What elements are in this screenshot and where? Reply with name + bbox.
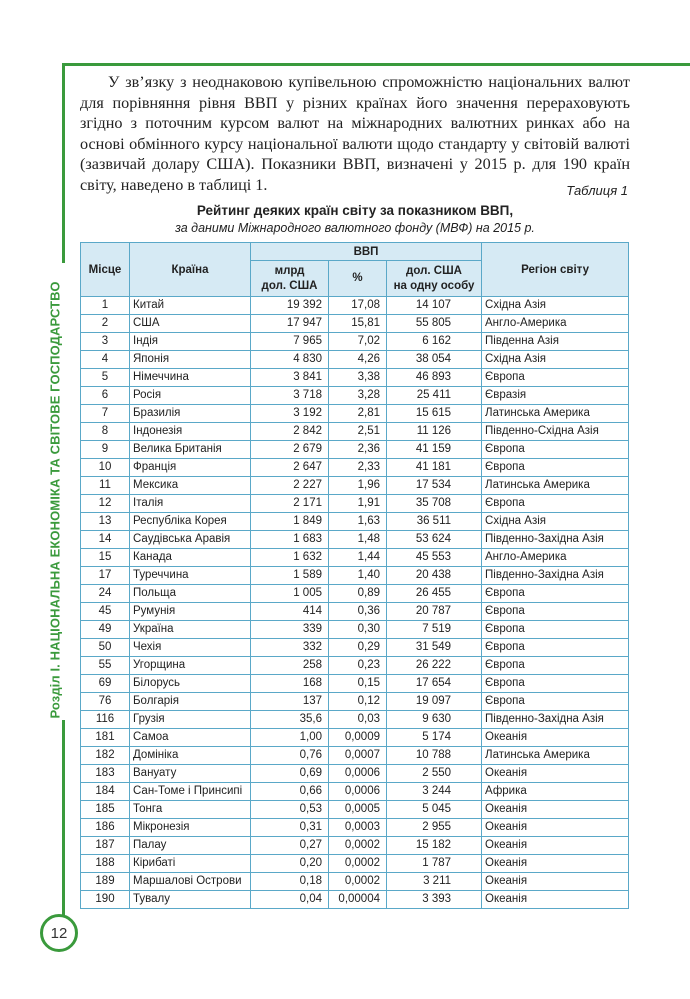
cell-country: Тонга [130,801,251,819]
cell-rank: 10 [81,459,130,477]
cell-gdp-percent: 1,91 [329,495,387,513]
cell-region: Океанія [482,837,629,855]
cell-gdp-per-capita: 7 519 [387,621,482,639]
cell-gdp-per-capita: 26 455 [387,585,482,603]
cell-region: Латинська Америка [482,747,629,765]
cell-gdp-percent: 1,40 [329,567,387,585]
cell-region: Європа [482,639,629,657]
cell-country: Маршалові Острови [130,873,251,891]
cell-gdp-per-capita: 20 787 [387,603,482,621]
cell-gdp-per-capita: 3 211 [387,873,482,891]
table-row [81,639,629,657]
cell-gdp-billion: 3 718 [251,387,329,405]
cell-gdp-percent: 0,23 [329,657,387,675]
cell-rank: 186 [81,819,130,837]
cell-rank: 184 [81,783,130,801]
cell-region: Океанія [482,855,629,873]
cell-gdp-percent: 0,0002 [329,873,387,891]
cell-country: Канада [130,549,251,567]
cell-gdp-billion: 0,66 [251,783,329,801]
cell-gdp-percent: 0,0006 [329,783,387,801]
cell-region: Латинська Америка [482,405,629,423]
table-row [81,801,629,819]
cell-gdp-per-capita: 41 159 [387,441,482,459]
cell-region: Африка [482,783,629,801]
cell-country: Польща [130,585,251,603]
cell-gdp-billion: 258 [251,657,329,675]
cell-gdp-billion: 1 005 [251,585,329,603]
cell-gdp-percent: 0,0003 [329,819,387,837]
cell-region: Європа [482,603,629,621]
table-row [81,675,629,693]
cell-gdp-billion: 0,31 [251,819,329,837]
cell-rank: 189 [81,873,130,891]
cell-gdp-per-capita: 17 654 [387,675,482,693]
header-gdp-billion-line1: млрд [274,264,305,277]
cell-gdp-per-capita: 17 534 [387,477,482,495]
cell-rank: 50 [81,639,130,657]
cell-rank: 188 [81,855,130,873]
cell-rank: 5 [81,369,130,387]
cell-gdp-per-capita: 20 438 [387,567,482,585]
cell-gdp-per-capita: 26 222 [387,657,482,675]
cell-gdp-per-capita: 35 708 [387,495,482,513]
cell-rank: 7 [81,405,130,423]
table-row [81,441,629,459]
cell-region: Південно-Західна Азія [482,711,629,729]
cell-gdp-billion: 4 830 [251,351,329,369]
cell-gdp-per-capita: 11 126 [387,423,482,441]
cell-gdp-percent: 2,81 [329,405,387,423]
cell-rank: 69 [81,675,130,693]
cell-country: Болгарія [130,693,251,711]
cell-gdp-per-capita: 53 624 [387,531,482,549]
cell-rank: 187 [81,837,130,855]
cell-country: Мікронезія [130,819,251,837]
table-row [81,621,629,639]
cell-rank: 17 [81,567,130,585]
cell-gdp-percent: 3,38 [329,369,387,387]
cell-rank: 13 [81,513,130,531]
table-row [81,315,629,333]
cell-rank: 24 [81,585,130,603]
cell-gdp-percent: 4,26 [329,351,387,369]
cell-country: Грузія [130,711,251,729]
cell-gdp-per-capita: 41 181 [387,459,482,477]
cell-rank: 12 [81,495,130,513]
cell-rank: 3 [81,333,130,351]
cell-gdp-percent: 3,28 [329,387,387,405]
cell-gdp-percent: 0,0007 [329,747,387,765]
header-country: Країна [130,243,251,297]
cell-gdp-per-capita: 15 182 [387,837,482,855]
cell-gdp-billion: 0,27 [251,837,329,855]
cell-gdp-percent: 0,0002 [329,837,387,855]
cell-gdp-billion: 3 841 [251,369,329,387]
cell-gdp-percent: 0,89 [329,585,387,603]
cell-country: Мексика [130,477,251,495]
table-row [81,819,629,837]
cell-region: Європа [482,441,629,459]
table-row [81,369,629,387]
cell-rank: 8 [81,423,130,441]
cell-gdp-billion: 332 [251,639,329,657]
cell-gdp-percent: 15,81 [329,315,387,333]
cell-gdp-billion: 2 679 [251,441,329,459]
cell-gdp-billion: 137 [251,693,329,711]
header-rank: Місце [81,243,130,297]
cell-gdp-billion: 0,20 [251,855,329,873]
cell-rank: 9 [81,441,130,459]
cell-gdp-billion: 339 [251,621,329,639]
cell-gdp-billion: 1 632 [251,549,329,567]
gdp-ranking-table [80,242,629,909]
cell-gdp-billion: 2 842 [251,423,329,441]
table-row [81,729,629,747]
cell-country: Домініка [130,747,251,765]
cell-gdp-percent: 0,30 [329,621,387,639]
cell-rank: 1 [81,297,130,315]
cell-gdp-per-capita: 14 107 [387,297,482,315]
cell-country: США [130,315,251,333]
table-row [81,657,629,675]
cell-region: Європа [482,693,629,711]
table-row [81,783,629,801]
cell-country: Республіка Корея [130,513,251,531]
cell-rank: 14 [81,531,130,549]
cell-gdp-percent: 0,0006 [329,765,387,783]
cell-gdp-per-capita: 6 162 [387,333,482,351]
table-row [81,459,629,477]
cell-gdp-billion: 1 589 [251,567,329,585]
cell-gdp-percent: 0,0002 [329,855,387,873]
cell-gdp-percent: 0,36 [329,603,387,621]
header-gdp-per-capita [387,261,482,297]
table-row [81,567,629,585]
page-frame-left-line-lower [62,720,65,925]
cell-rank: 4 [81,351,130,369]
cell-rank: 2 [81,315,130,333]
cell-rank: 116 [81,711,130,729]
cell-country: Україна [130,621,251,639]
header-gdp-per-capita-line2: на одну особу [393,279,475,292]
cell-gdp-per-capita: 45 553 [387,549,482,567]
cell-gdp-billion: 3 192 [251,405,329,423]
table-title: Рейтинг деяких країн світу за показником ВВП, [196,203,514,218]
header-gdp-per-capita-line1: дол. США [406,264,462,277]
cell-gdp-percent: 1,63 [329,513,387,531]
cell-gdp-per-capita: 31 549 [387,639,482,657]
header-gdp-billion-line2: дол. США [261,279,318,292]
cell-gdp-per-capita: 55 805 [387,315,482,333]
cell-region: Англо-Америка [482,549,629,567]
table-row [81,693,629,711]
header-gdp-percent: % [329,261,387,297]
cell-rank: 183 [81,765,130,783]
cell-gdp-billion: 2 171 [251,495,329,513]
page-number: 12 [40,914,78,952]
cell-country: Японія [130,351,251,369]
page-frame-left-line [62,63,65,263]
cell-country: Індія [130,333,251,351]
cell-gdp-percent: 0,03 [329,711,387,729]
table-row [81,873,629,891]
cell-country: Китай [130,297,251,315]
table-row [81,603,629,621]
table-row [81,387,629,405]
table-row [81,837,629,855]
table-row [81,405,629,423]
cell-gdp-billion: 0,69 [251,765,329,783]
cell-region: Східна Азія [482,513,629,531]
cell-gdp-billion: 168 [251,675,329,693]
cell-country: Сан-Томе і Принсипі [130,783,251,801]
cell-region: Південна Азія [482,333,629,351]
cell-region: Південно-Західна Азія [482,567,629,585]
cell-gdp-per-capita: 3 244 [387,783,482,801]
cell-gdp-billion: 35,6 [251,711,329,729]
cell-gdp-percent: 17,08 [329,297,387,315]
cell-gdp-per-capita: 46 893 [387,369,482,387]
table-row [81,585,629,603]
cell-region: Океанія [482,873,629,891]
header-region: Регіон світу [482,243,629,297]
cell-gdp-billion: 0,76 [251,747,329,765]
cell-region: Англо-Америка [482,315,629,333]
cell-country: Бразилія [130,405,251,423]
cell-country: Велика Британія [130,441,251,459]
cell-gdp-percent: 2,51 [329,423,387,441]
table-row [81,747,629,765]
cell-rank: 45 [81,603,130,621]
cell-region: Океанія [482,765,629,783]
cell-country: Самоа [130,729,251,747]
cell-region: Європа [482,585,629,603]
cell-gdp-percent: 2,36 [329,441,387,459]
cell-gdp-billion: 2 227 [251,477,329,495]
cell-country: Саудівська Аравія [130,531,251,549]
cell-country: Франція [130,459,251,477]
table-row [81,423,629,441]
table-row [81,495,629,513]
cell-region: Європа [482,369,629,387]
table-row [81,333,629,351]
cell-gdp-per-capita: 5 174 [387,729,482,747]
cell-gdp-billion: 7 965 [251,333,329,351]
cell-gdp-billion: 0,18 [251,873,329,891]
cell-gdp-per-capita: 2 955 [387,819,482,837]
header-gdp-group: ВВП [251,243,482,261]
cell-rank: 11 [81,477,130,495]
cell-gdp-percent: 0,29 [329,639,387,657]
cell-country: Білорусь [130,675,251,693]
table-row [81,891,629,909]
cell-region: Південно-Західна Азія [482,531,629,549]
cell-gdp-percent: 0,0005 [329,801,387,819]
cell-country: Вануату [130,765,251,783]
cell-gdp-percent: 0,00004 [329,891,387,909]
cell-region: Європа [482,495,629,513]
cell-region: Океанія [482,891,629,909]
table-row [81,297,629,315]
cell-gdp-billion: 0,53 [251,801,329,819]
cell-gdp-per-capita: 9 630 [387,711,482,729]
table-row [81,513,629,531]
cell-gdp-per-capita: 10 788 [387,747,482,765]
cell-gdp-percent: 0,12 [329,693,387,711]
cell-country: Чехія [130,639,251,657]
cell-region: Європа [482,459,629,477]
cell-gdp-percent: 2,33 [329,459,387,477]
cell-rank: 190 [81,891,130,909]
cell-region: Європа [482,657,629,675]
cell-gdp-per-capita: 1 787 [387,855,482,873]
cell-gdp-per-capita: 15 615 [387,405,482,423]
cell-gdp-percent: 1,44 [329,549,387,567]
table-row [81,765,629,783]
cell-gdp-per-capita: 36 511 [387,513,482,531]
cell-region: Євразія [482,387,629,405]
cell-rank: 6 [81,387,130,405]
cell-rank: 181 [81,729,130,747]
cell-region: Океанія [482,801,629,819]
cell-gdp-per-capita: 38 054 [387,351,482,369]
cell-rank: 55 [81,657,130,675]
cell-gdp-per-capita: 25 411 [387,387,482,405]
cell-gdp-billion: 1 683 [251,531,329,549]
cell-gdp-billion: 414 [251,603,329,621]
cell-country: Кірибаті [130,855,251,873]
cell-country: Палау [130,837,251,855]
cell-region: Східна Азія [482,297,629,315]
cell-gdp-billion: 19 392 [251,297,329,315]
cell-country: Росія [130,387,251,405]
cell-region: Європа [482,675,629,693]
table-row [81,549,629,567]
cell-rank: 185 [81,801,130,819]
cell-gdp-billion: 1 849 [251,513,329,531]
table-row [81,477,629,495]
cell-gdp-per-capita: 2 550 [387,765,482,783]
cell-region: Океанія [482,729,629,747]
section-label: Розділ І. НАЦІОНАЛЬНА ЕКОНОМІКА ТА СВІТОВЕ ГОСПОДАРСТВО [47,281,63,719]
cell-region: Східна Азія [482,351,629,369]
cell-rank: 182 [81,747,130,765]
cell-gdp-percent: 0,15 [329,675,387,693]
cell-gdp-percent: 1,96 [329,477,387,495]
table-row [81,531,629,549]
cell-gdp-per-capita: 3 393 [387,891,482,909]
cell-region: Європа [482,621,629,639]
table-row [81,711,629,729]
cell-rank: 76 [81,693,130,711]
cell-gdp-per-capita: 19 097 [387,693,482,711]
cell-gdp-billion: 0,04 [251,891,329,909]
cell-country: Туреччина [130,567,251,585]
table-row [81,351,629,369]
cell-gdp-per-capita: 5 045 [387,801,482,819]
cell-country: Тувалу [130,891,251,909]
cell-region: Латинська Америка [482,477,629,495]
cell-region: Південно-Східна Азія [482,423,629,441]
cell-country: Угорщина [130,657,251,675]
cell-gdp-percent: 1,48 [329,531,387,549]
page-frame-top-line [62,63,690,66]
cell-gdp-billion: 2 647 [251,459,329,477]
cell-region: Океанія [482,819,629,837]
cell-gdp-percent: 7,02 [329,333,387,351]
table-body [81,297,629,909]
table-row [81,855,629,873]
table-subtitle: за даними Міжнародного валютного фонду (МВФ) на 2015 р. [175,221,535,235]
intro-paragraph: У зв’язку з неоднаковою купівельною спроможністю національних валют для порівняння рівня ВВП у різних країнах його значення перераховують згідно з поточним курсом валют на міжнародних валютних ринках або на основі обмінного курсу національної валюти щодо стандарту у світовій валюті (зазвичай долару США). Показники ВВП, визначені у 2015 р. для 190 країн світу, наведено в таблиці 1. [80,73,630,194]
cell-rank: 15 [81,549,130,567]
cell-country: Румунія [130,603,251,621]
cell-gdp-billion: 17 947 [251,315,329,333]
table-reference: Таблиця 1 [566,183,628,198]
cell-country: Німеччина [130,369,251,387]
header-gdp-billion [251,261,329,297]
cell-rank: 49 [81,621,130,639]
cell-country: Італія [130,495,251,513]
cell-gdp-billion: 1,00 [251,729,329,747]
cell-country: Індонезія [130,423,251,441]
cell-gdp-percent: 0,0009 [329,729,387,747]
